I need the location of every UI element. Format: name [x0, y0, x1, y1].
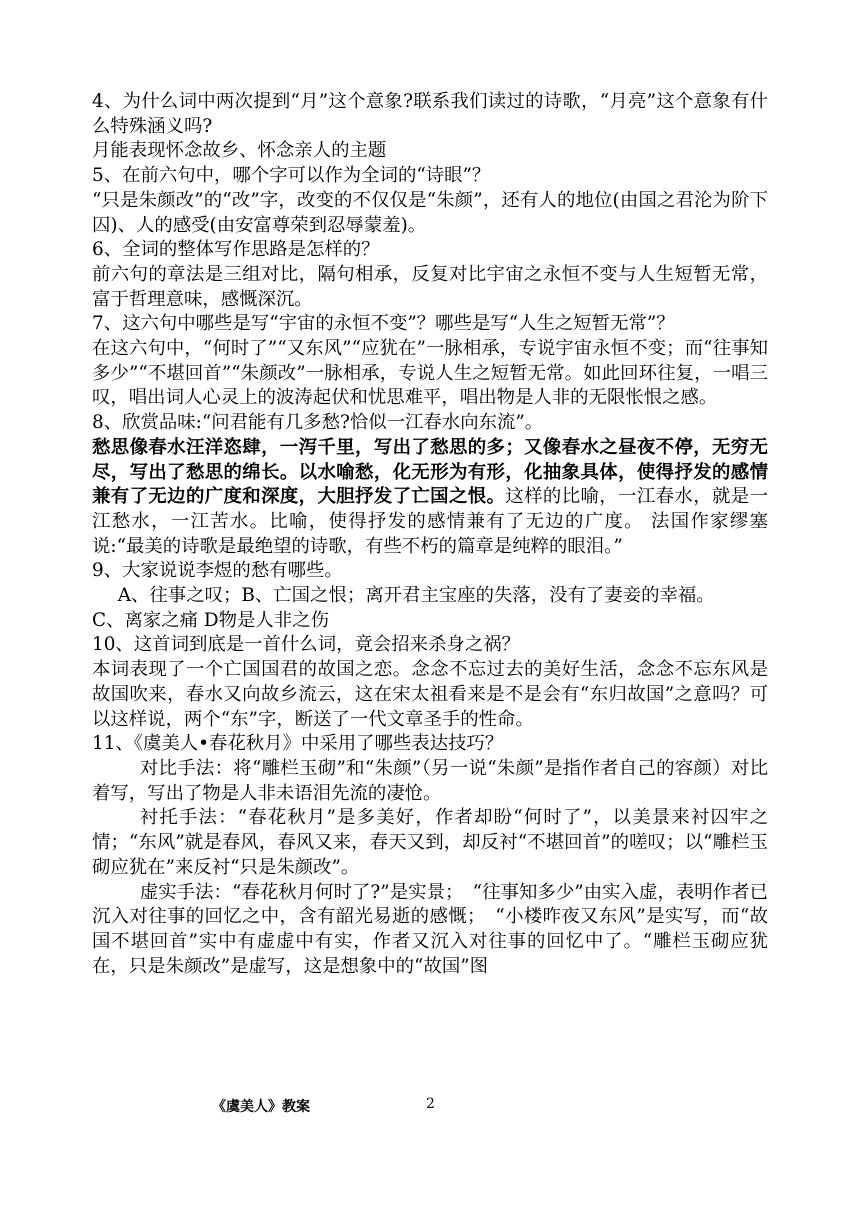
technique-contrast: 对比手法：将“雕栏玉砌”和“朱颜”（另一说“朱颜”是指作者自己的容颜）对比着写，写出了物是人非未语泪先流的凄怆。: [92, 757, 768, 804]
page-footer: [0, 1096, 860, 1120]
question-5: 5、在前六句中，哪个字可以作为全词的“诗眼”？: [92, 165, 491, 187]
answer-9-cd: C、离家之痛 D物是人非之伤: [92, 609, 329, 631]
footer-title: 《虞美人》教案: [212, 1099, 310, 1115]
question-7: 7、这六句中哪些是写“宇宙的永恒不变”？哪些是写“人生之短暂无常”？: [92, 313, 675, 335]
question-11: 11、《虞美人•春花秋月》中采用了哪些表达技巧？: [92, 733, 504, 755]
page-number: 2: [426, 1096, 435, 1112]
question-10: 10、这首词到底是一首什么词，竟会招来杀身之祸？: [92, 634, 520, 656]
answer-5: “只是朱颜改”的“改”字，改变的不仅仅是“朱颜”，还有人的地位(由国之君沦为阶下囚)、人的感受(由安富尊荣到忍辱蒙羞)。: [92, 189, 768, 236]
question-4: 4、为什么词中两次提到“月”这个意象?联系我们读过的诗歌，“月亮”这个意象有什么特殊涵义吗?: [92, 91, 768, 137]
answer-8-rest: 这样的比喻，一江春水，就是一江愁水，一江苦水。比喻，使得抒发的感情兼有了无边的广度。 法国作家缪塞说:“最美的诗歌是最绝望的诗歌，有些不朽的篇章是纯粹的眼泪。”: [92, 486, 768, 557]
technique-foil: 衬托手法：“春花秋月”是多美好，作者却盼“何时了”，以美景来衬囚牢之情；“东风”就是春风，春风又来，春天又到，却反衬“不堪回首”的嗟叹；以“雕栏玉砌应犹在”来反衬“只是朱颜改”。: [92, 807, 768, 878]
answer-6: 前六句的章法是三组对比，隔句相承，反复对比宇宙之永恒不变与人生短暂无常，富于哲理意味，感慨深沉。: [92, 263, 768, 310]
answer-9-ab: A、往事之叹；B、亡国之恨；离开君主宝座的失落，没有了妻妾的幸福。: [117, 585, 715, 607]
question-6: 6、全词的整体写作思路是怎样的？: [92, 239, 380, 261]
answer-10: 本词表现了一个亡国国君的故国之恋。念念不忘过去的美好生活，念念不忘东风是故国吹来，春水又向故乡流云，这在宋太祖看来是不是会有“东归故国”之意吗？可以这样说，两个“东”字，断送了一代文章圣手的性命。: [92, 659, 768, 730]
answer-8: [92, 436, 768, 560]
question-8: 8、欣赏品味:“问君能有几多愁?恰似一江春水向东流”。: [92, 412, 544, 434]
technique-virtual-real: 虚实手法：“春花秋月何时了?”是实景； “往事知多少”由实入虚，表明作者已沉入对往事的回忆之中，含有韶光易逝的感慨； “小楼昨夜又东风”是实写，而“故国不堪回首”实中有虚虚中有实，作者又沉入对往事的回忆中了。“雕栏玉砌应犹在，只是朱颜改”是虚写，这是想象中的“故国”图: [92, 881, 768, 977]
document-body: [92, 90, 768, 979]
question-9: 9、大家说说李煜的愁有哪些。: [92, 560, 343, 582]
answer-8-bold: 愁思像春水汪洋恣肆，一泻千里，写出了愁思的多；又像春水之昼夜不停，无穷无尽，写出了愁思的绵长。以水喻愁，化无形为有形，化抽象具体，使得抒发的感情兼有了无边的广度和深度，大胆抒发了亡国之恨。: [92, 436, 768, 508]
answer-4: 月能表现怀念故乡、怀念亲人的主题: [92, 140, 387, 162]
answer-7: 在这六句中，“何时了”“又东风”“应犹在”一脉相承，专说宇宙永恒不变；而“往事知多少”“不堪回首”“朱颜改”一脉相承，专说人生之短暂无常。如此回环往复，一唱三叹，唱出词人心灵上的波涛起伏和忧思难平，唱出物是人非的无限怅恨之感。: [92, 338, 768, 409]
